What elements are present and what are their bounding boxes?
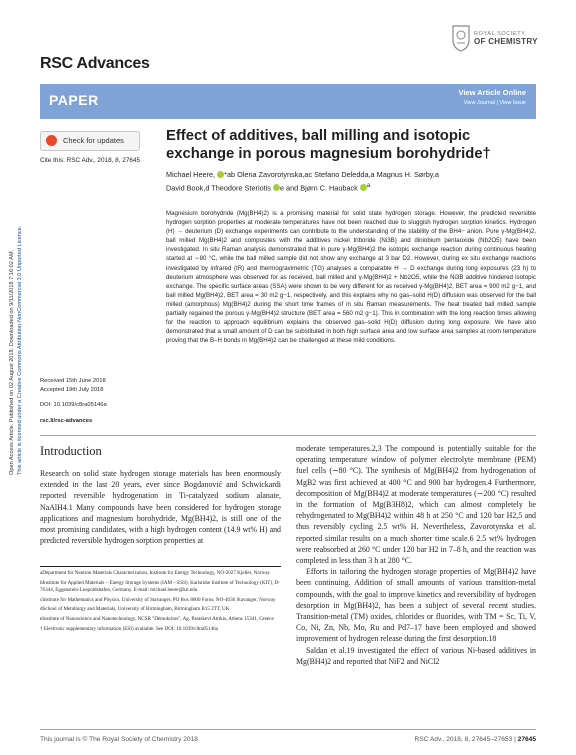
footer-citation-text: RSC Adv., 2018, 8, 27645–27653 | [414,736,516,743]
article-title: Effect of additives, ball milling and isotopic exchange in porous magnesium borohydride† [166,128,491,162]
authors-line-2: David Book,d Theodore Steriotis [166,183,271,193]
footnote: aDepartment for Neutron Materials Characterization, Institute for Energy Technology, NO-2027 Kjeller, Norway [40,570,271,576]
check-for-updates-button[interactable] [40,131,140,151]
footnote: dSchool of Metallurgy and Materials, University of Birmingham, Birmingham B15 2TT, UK [40,606,230,613]
footer-citation [415,736,537,743]
rsc-li-link[interactable]: rsc.li/rsc-advances [40,418,93,424]
article-dates [40,377,106,395]
affiliation-footnotes [40,570,281,635]
intro-right-column [296,443,536,667]
orcid-icon[interactable] [273,184,280,191]
open-access-line: Open Access Article. Published on 02 August 2018. Downloaded on 9/11/2018 7:16:02 AM. [9,249,15,475]
footnote: cInstitute for Mathematics and Physics, University of Stavanger, PO Box 8600 Forus, NO-4036 Stavanger, Norway [40,596,276,603]
paragraph: Efforts in tailoring the hydrogen storage properties of Mg(BH4)2 have been continuing. Addition of small amounts of various transition-metal compounds, with the goal to improve kinetics and reversibility of hydrogen desorption in Mg(BH4)2, has been a subject of several recent studies. Transition-metal (TM) oxides, chlorides or fluorides, with TM = Sc, Ti, V, Co, Ni, Zn, Nb, Mo, Ru and Pd7–17 have been employed and showed improvement of hydrogen release during the first desorption.18 [296,567,536,644]
cite-this: Cite this: RSC Adv., 2018, 8, 27645 [40,157,141,164]
check-updates-label: Check for updates [63,136,124,145]
article-type-banner [40,84,536,119]
paragraph: Saldan et al.19 investigated the effect of various Ni-based additives in Mg(BH4)2 and reported that NiF2 and NiCl2 [296,645,536,666]
doi[interactable]: DOI: 10.1039/c8ra05146a [40,402,107,408]
divider [40,435,536,436]
page-number: 27645 [517,736,536,743]
footer-copyright: This journal is © The Royal Society of Chemistry 2018 [40,736,198,743]
received-date: Received 15th June 2018 [40,378,106,384]
rsc-logo [451,22,546,60]
abstract: Magnesium borohydride (Mg(BH4)2) is a promising material for solid state hydrogen storage. However, the predicted reversible hydrogen sorption properties at moderate temperatures have not been reached due to sluggish hydrogen sorption kinetics. Hydrogen (H) → deuterium (D) exchange experiments can contribute to the understanding of the stability of the BH4− anion. Pure γ-Mg(BH4)2, ball milled Mg(BH4)2 and composites with the additives nickel triboride (Ni3B) and diniobium pentaoxide (Nb2O5) have been investigated. In situ Raman analysis demonstrated that in pure γ-Mg(BH4)2 the isotopic exchange reaction during continuous heating started at ∼80 °C, while the ball milled sample did not show any exchange at 3 bar D2. However, during ex situ exchange reactions investigated by infrared (IR) and thermogravimetric (TG) analyses a comparable H → D exchange during long exposures (23 h) to deuterium atmosphere was observed for as received, ball milled and γ-Mg(BH4)2 + Nb2O5, while the Ni3B additive hindered isotopic exchange. The specific surface areas (SSA) were shown to be very different for as received γ-Mg(BH4)2, BET area = 900 m2 g−1, and ball milled Mg(BH4)2, BET area = 30 m2 g−1, respectively, and this explains why no gas–solid H(D) diffusion was observed for the ball milled (amorphous) Mg(BH4)2 during the short time frames of in situ Raman measurements. The heat treated ball milled sample partially regained the porous γ-Mg(BH4)2 structure (BET area = 560 m2 g−1). This in combination with the long reaction times allowing for the reaction to approach equilibrium explains the observed gas–solid H(D) diffusion during long exposure. We have also demonstrated that a small amount of D can be substituted in both high surface area and low surface area samples at room temperature proving that the B–H bonds in Mg(BH4)2 can be challenged at these mild conditions. [166,210,536,345]
accepted-date: Accepted 19th July 2018 [40,387,104,393]
article-type: PAPER [49,92,99,108]
footnote: † Electronic supplementary information (ESI) available. See DOI: 10.1039/c8ra05146a [40,625,218,632]
authors-line-1: *ab Olena Zavorotynska,ac Stefano Deledda,a Magnus H. Sørby,a [224,170,439,179]
view-article-online-link[interactable]: View Article Online [458,88,526,97]
crossmark-icon [46,135,57,146]
view-journal-issue-links[interactable]: View Journal | View Issue [463,100,526,106]
paragraph: moderate temperatures.2,3 The compound is potentially suitable for the operating temperature window of polymer electrolyte membrane (PEM) fuel cells (∼80 °C). The synthesis of Mg(BH4)2 from hydrogenation of MgB2 was first achieved at 400 °C and 900 bar hydrogen.4 Furthermore, decomposition of Mg(BH4)2 at moderate temperatures (∼200 °C) resulted in the formation of Mg(B3H8)2, which can almost completely be rehydrogenated to Mg(BH4)2 within 48 h at 250 °C and 120 bar H2,5 and thus reversibly cycling 2.5 wt% H. Nevertheless, Zavorotynska et al. reported similar results on a much shorter time scale.6 2.5 wt% hydrogen were reabsorbed at 260 °C under 120 bar H2 in 7–8 h, and the reaction was completed in less than 3 h at 280 °C. [296,444,536,566]
licence-line[interactable]: This article is licensed under a Creative Commons Attribution-NonCommercial 3.0 Unported Licence. [17,225,23,475]
journal-name: RSC Advances [40,55,150,72]
footnote-divider [40,566,281,567]
intro-left-column: Research on solid state hydrogen storage materials has been enormously extended in the last 20 years, ever since Bogdanović and Schwickardi reported reversible hydrogenation in Ti-catalyzed sodium alanate, NaAlH4.1 Many compounds have been considered for hydrogen storage applications and magnesium borohydride, Mg(BH4)2, is still one of the most promising candidates, with a high hydrogen content (14.9 wt% H) and predicted reversible hydrogen sorption properties at [40,469,281,546]
footer-divider [40,729,536,730]
footnote: bInstitute for Applied Materials – Energy Storage Systems (IAM – ESS), Karlsruhe Institute of Technology (KIT), D-76344, Eggenstein-Leopoldshafen, Germany. E-mail: michael.heere@kit.edu [40,579,280,594]
section-heading: Introduction [40,444,102,458]
footnote: eInstitute of Nanoscience and Nanotechnology, NCSR "Demokritos", Ag. Paraskevi Attikis, Athens 15341, Greece [40,615,274,622]
author-list [166,170,536,194]
author-affiliation-mark: a [366,181,371,189]
authors-line-3: e and Bjørn C. Hauback [279,183,358,193]
author-1: Michael Heere, [166,170,216,179]
rsc-crest-icon [451,24,471,52]
logo-line-1: ROYAL SOCIETY [474,31,526,37]
logo-line-2: OF CHEMISTRY [474,37,538,46]
orcid-icon[interactable] [360,184,367,191]
side-license-strip [2,95,30,475]
